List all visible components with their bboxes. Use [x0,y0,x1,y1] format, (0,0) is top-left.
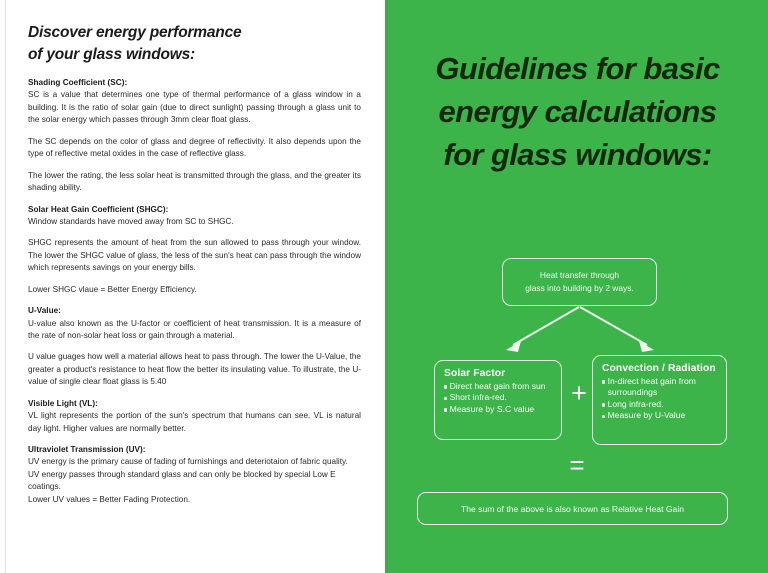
diagram-node-convection-radiation [592,355,727,445]
solar-factor-bullet-1-text: Direct heat gain from sun [449,381,546,391]
guidelines-title-line-1: Guidelines for basic [435,51,720,86]
bullet-dot-icon [444,385,447,388]
solar-factor-bullet-3 [444,404,553,415]
convection-bullet-2-text: Long infra-red. [607,398,664,409]
section-sc-paragraph-2: The SC depends on the color of glass and degree of reflectivity. It also depends upon the type of reflective metal oxides in the case of reflective glass. [28,136,361,159]
page-title-line-2: of your glass windows: [28,46,195,63]
diagram-node-heat-transfer [502,258,657,306]
section-uv-paragraph-3: Lower UV values = Better Fading Protection. [28,494,191,504]
equals-operator: = [569,450,585,480]
section-title-sc: Shading Coefficient (SC): [28,78,128,87]
convection-bullet-1 [602,376,718,399]
section-shgc-paragraph-1: Window standards have moved away from SC to SHGC. [28,216,234,226]
page-title [28,22,361,66]
section-sc-paragraph-3: The lower the rating, the less solar heat is transmitted through the glass, and the greater its shading ability. [28,170,361,193]
section-shgc-paragraph-3: Lower SHGC vlaue = Better Energy Efficiency. [28,284,197,294]
guidelines-title-line-2: energy calculations [438,93,717,129]
solar-factor-bullet-1 [444,381,553,392]
section-vl-paragraph-1: VL light represents the portion of the sun's spectrum that humans can see. VL is natural day light. Higher values are normally better. [28,411,361,433]
heat-transfer-line-1: Heat transfer through [539,269,620,280]
section-title-shgc: Solar Heat Gain Coefficient (SHGC): [28,204,169,214]
arrow-right-line [580,307,647,345]
convection-radiation-title: Convection / Radiation [602,363,716,374]
section-title-uvalue: U-Value: [28,306,61,316]
solar-factor-bullet-3-text: Measure by S.C value [449,403,535,414]
section-uv-paragraph-2: UV energy passes through standard glass and can only be blocked by special Low E coatings. [28,469,336,492]
section-shgc-paragraph-2: SHGC represents the amount of heat from the sun allowed to pass through your window. The lower the SHGC value of glass, the less of the sun's heat can pass through the window which represents savings on your energy bills. [28,238,361,273]
page-title-line-1: Discover energy performance [28,24,242,41]
section-uv-paragraph-1: UV energy is the primary cause of fading of furnishings and deteriotaion of fabric quality. [28,457,348,467]
convection-bullet-3 [602,410,718,421]
bullet-dot-icon [602,403,605,406]
heat-transfer-line-2: glass into building by 2 ways. [525,283,634,293]
bullet-dot-icon [602,380,605,383]
solar-factor-title: Solar Factor [444,368,506,379]
section-title-visible-light: Visible Light (VL): [28,398,98,408]
solar-factor-bullet-2-text: Short infra-red. [449,392,507,403]
convection-bullet-2 [602,399,718,410]
page-edge-line [5,0,6,573]
right-green-panel [385,0,768,573]
diagram-node-solar-factor [434,360,562,440]
solar-factor-bullet-2 [444,392,553,403]
convection-bullet-3-text: Measure by U-Value [607,410,686,421]
section-uvalue-paragraph-1: U-value also known as the U-factor or coefficient of heat transmission. It is a measure of the rate of non-solar heat loss or gain through a material. [28,318,361,340]
section-uvalue-paragraph-2: U value guages how well a material allows heat to pass through. The lower the U-Value, the greater a product's resistance to heat flow the better its insulating value. To illustrate, the U-value of single clear float glass is 5.40 [28,352,361,387]
bullet-dot-icon [602,415,605,418]
arrow-left-line [513,307,579,345]
guidelines-title-line-3: for glass windows: [443,136,712,172]
bullet-dot-icon [444,408,447,411]
convection-bullet-1-text: In-direct heat gain from surroundings [607,376,696,398]
plus-operator: + [571,378,587,408]
section-title-uv: Ultraviolet Transmission (UV): [28,445,146,455]
diagram-node-relative-heat-gain: The sum of the above is also known as Relative Heat Gain [417,492,728,525]
bullet-dot-icon [444,397,447,400]
section-sc-paragraph-1: SC is a value that determines one type of thermal performance of a glass window in a building. It is the ratio of solar gain (due to direct sunlight) passing through a glass unit to the solar energy which passes through 3mm clear float glass. [28,90,361,125]
arrow-left-head [506,341,521,352]
arrow-right-head [639,341,654,352]
